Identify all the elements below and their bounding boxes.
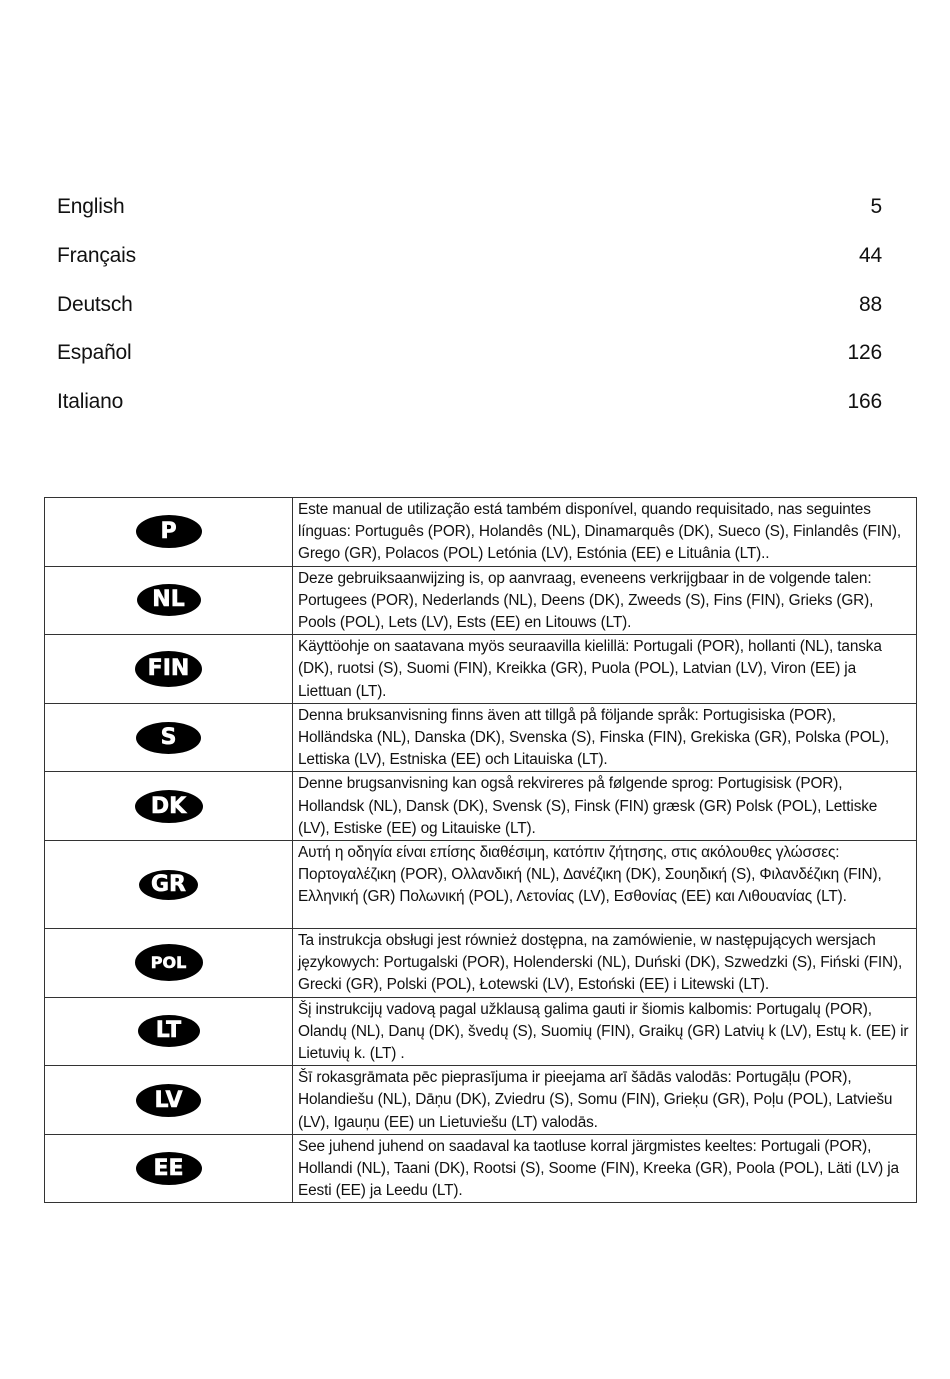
language-note: Deze gebruiksaanwijzing is, op aanvraag, eveneens verkrijgbaar in de volgende talen: Portugees (POR), Nederlands (NL), Deens (DK), Zweeds (S), Fins (FIN), Grieks (GR), Pools (POL), Lets (LV), Ests (EE) en Litouws (LT). bbox=[293, 566, 917, 635]
toc-page-number: 44 bbox=[859, 243, 882, 267]
language-note: Šį instrukcijų vadovą pagal užklausą galima gauti ir šiomis kalbomis: Portugalų (POR), Olandų (NL), Danų (DK), švedų (S), Suomių (FIN), Graikų (GR) Latvių k (LV), Estų k. (EE) ir Lietuvių k. (LT) . bbox=[293, 997, 917, 1066]
language-badge-p: P bbox=[136, 515, 202, 548]
badge-cell bbox=[45, 1134, 293, 1203]
toc-row[interactable] bbox=[57, 195, 882, 244]
toc-language: English bbox=[57, 195, 125, 218]
badge-cell bbox=[45, 1066, 293, 1135]
language-badge-lt: LT bbox=[138, 1015, 200, 1047]
language-badge-ee: EE bbox=[136, 1152, 202, 1185]
language-badge-fin: FIN bbox=[135, 651, 202, 687]
toc-page-number: 126 bbox=[847, 341, 882, 365]
table-row bbox=[45, 703, 917, 772]
table-row bbox=[45, 841, 917, 929]
badge-cell bbox=[45, 635, 293, 704]
language-note: Šī rokasgrāmata pēc pieprasījuma ir pieejama arī šādās valodās: Portugāļu (POR), Holandiešu (NL), Dāņu (DK), Zviedru (S), Somu (FIN), Grieķu (GR), Poļu (POL), Latviešu (LV), Igauņu (EE) un Lietuviešu (LT) valodās. bbox=[293, 1066, 917, 1135]
toc-language: Español bbox=[57, 341, 132, 365]
table-row bbox=[45, 635, 917, 704]
table-row bbox=[45, 566, 917, 635]
toc-row[interactable] bbox=[57, 293, 882, 342]
table-row bbox=[45, 997, 917, 1066]
toc-language: Deutsch bbox=[57, 292, 133, 316]
language-note: Denna bruksanvisning finns även att tillgå på följande språk: Portugisiska (POR), Holländska (NL), Danska (DK), Svenska (S), Finska (FIN), Grekiska (GR), Polska (POL), Lettiska (LV), Estniska (EE) och Litauiska (LT). bbox=[293, 703, 917, 772]
toc-page-number: 88 bbox=[859, 292, 882, 316]
badge-cell bbox=[45, 566, 293, 635]
table-of-contents bbox=[57, 195, 882, 439]
table-row bbox=[45, 929, 917, 998]
language-note: Este manual de utilização está também disponível, quando requisitado, nas seguintes línguas: Português (POR), Holandês (NL), Dinamarquês (DK), Sueco (S), Finlandês (FIN), Grego (GR), Polacos (POL) Letónia (LV), Estónia (EE) e Lituânia (LT).. bbox=[293, 498, 917, 567]
badge-cell bbox=[45, 772, 293, 841]
language-note: Käyttöohje on saatavana myös seuraavilla kielillä: Portugali (POR), hollanti (NL), tanska (DK), ruotsi (S), Suomi (FIN), Kreikka (GR), Puola (POL), Latvian (LV), Viron (EE) ja Liettuan (LT). bbox=[293, 635, 917, 704]
language-note: Αυτή η οδηγία είναι επίσης διαθέσιμη, κατόπιν ζήτησης, στις ακόλουθες γλώσσες: Πορτογαλέζικη (POR), Ολλανδική (NL), ∆ανέζικη (DK), Σουηδική (S), Φιλανδέζικη (FIN), Ελληνική (GR) Πολωνική (POL), Λετονίας (LV), Εσθονίας (EE) και Λιθουανίας (LT). bbox=[293, 841, 917, 929]
toc-language: Français bbox=[57, 243, 136, 267]
language-availability-table bbox=[44, 497, 917, 1203]
toc-page-number: 5 bbox=[870, 195, 882, 218]
toc-row[interactable] bbox=[57, 341, 882, 390]
language-note: Ta instrukcja obsługi jest również dostępna, na zamówienie, w następujących wersjach językowych: Portugalski (POR), Holenderski (NL), Duński (DK), Szwedzki (S), Fiński (FIN), Grecki (GR), Polski (POL), Łotewski (LV), Estoński (EE) i Litewski (LT). bbox=[293, 929, 917, 998]
language-badge-s: S bbox=[136, 722, 201, 754]
table-row bbox=[45, 1134, 917, 1203]
toc-language: Italiano bbox=[57, 390, 124, 414]
language-badge-lv: LV bbox=[136, 1084, 201, 1117]
language-badge-nl: NL bbox=[137, 584, 201, 616]
language-badge-dk: DK bbox=[135, 790, 203, 823]
badge-cell bbox=[45, 841, 293, 929]
badge-cell bbox=[45, 997, 293, 1066]
language-note: See juhend juhend on saadaval ka taotluse korral järgmistes keeltes: Portugali (POR), Hollandi (NL), Taani (DK), Rootsi (S), Soome (FIN), Kreeka (GR), Poola (POL), Läti (LV) ja Eesti (EE) ja Leedu (LT). bbox=[293, 1134, 917, 1203]
table-row bbox=[45, 1066, 917, 1135]
badge-cell bbox=[45, 498, 293, 567]
language-note: Denne brugsanvisning kan også rekvireres på følgende sprog: Portugisisk (POR), Hollandsk (NL), Dansk (DK), Svensk (S), Finsk (FIN) græsk (GR) Polsk (POL), Lettiske (LV), Estiske (EE) og Litauiske (LT). bbox=[293, 772, 917, 841]
toc-page-number: 166 bbox=[847, 390, 882, 414]
language-badge-pol: POL bbox=[135, 944, 203, 981]
toc-row[interactable] bbox=[57, 244, 882, 293]
table-row bbox=[45, 772, 917, 841]
table-row bbox=[45, 498, 917, 567]
toc-row[interactable] bbox=[57, 390, 882, 439]
badge-cell bbox=[45, 703, 293, 772]
language-badge-gr: GR bbox=[139, 870, 198, 900]
badge-cell bbox=[45, 929, 293, 998]
